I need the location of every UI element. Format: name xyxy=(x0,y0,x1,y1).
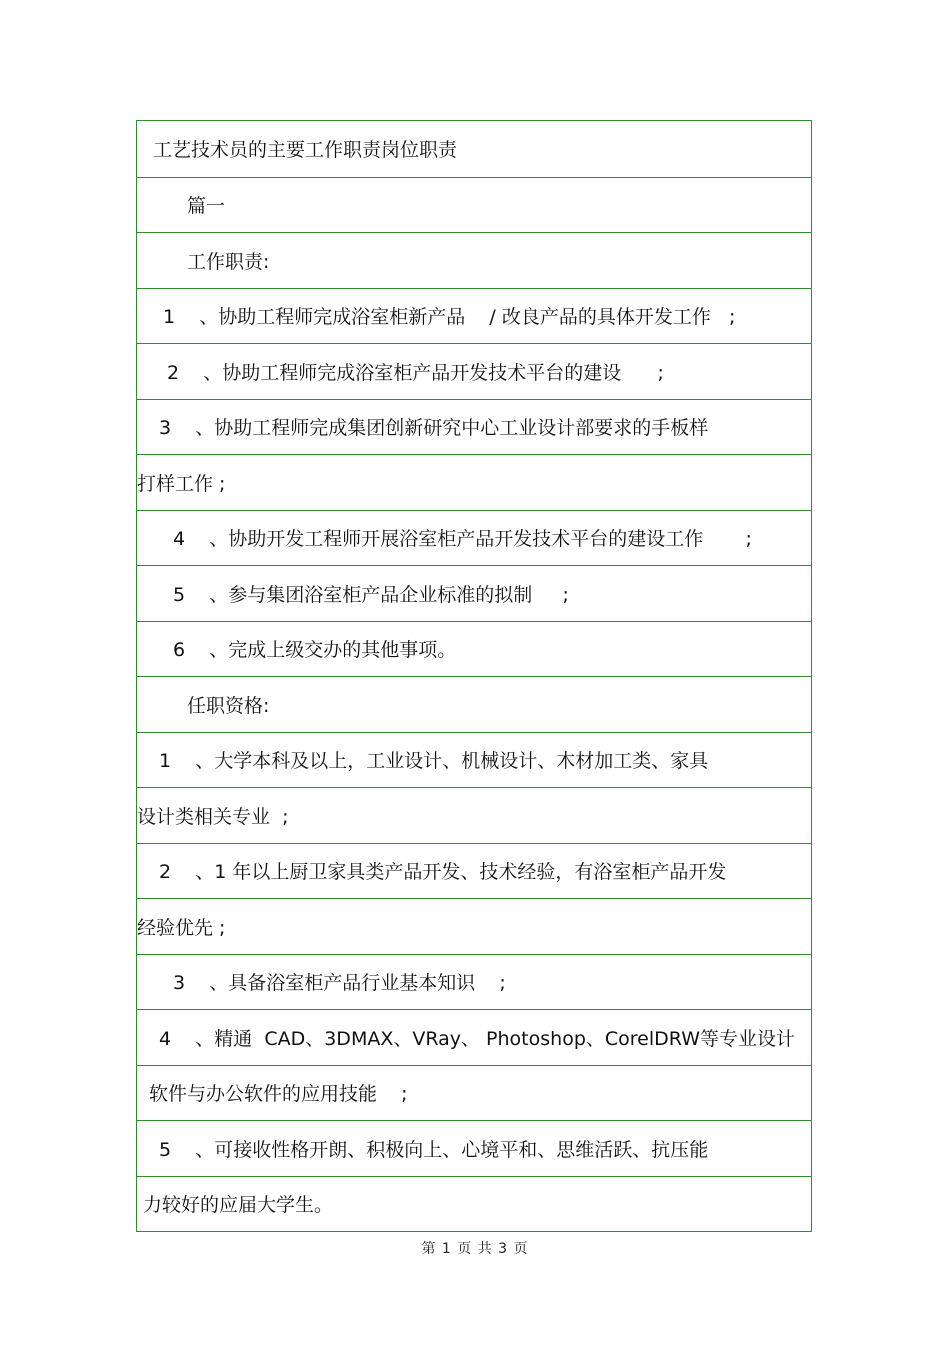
row-text: 5 、可接收性格开朗、积极向上、心境平和、思维活跃、抗压能 xyxy=(159,1138,709,1161)
table-row xyxy=(137,898,811,954)
row-text: 软件与办公软件的应用技能 ; xyxy=(149,1083,408,1106)
row-text: 打样工作 ; xyxy=(137,472,226,495)
row-text: 4 、精通 CAD、3DMAX、VRay、 Photoshop、CorelDRW等专业设计 xyxy=(159,1027,795,1050)
row-text: 设计类相关专业 ; xyxy=(137,805,289,828)
table-row xyxy=(137,454,811,510)
table-row xyxy=(137,954,811,1010)
table-row xyxy=(137,676,811,732)
document-title: 工艺技术员的主要工作职责岗位职责 xyxy=(153,139,458,162)
table-row xyxy=(137,1009,811,1065)
table-row xyxy=(137,621,811,677)
row-text: 任职资格: xyxy=(187,694,270,717)
row-text: 3 、协助工程师完成集团创新研究中心工业设计部要求的手板样 xyxy=(159,417,709,440)
row-text: 经验优先 ; xyxy=(137,916,226,939)
row-text: 2 、1 年以上厨卫家具类产品开发、技术经验，有浴室柜产品开发 xyxy=(159,861,727,884)
table-row xyxy=(137,787,811,843)
table-row xyxy=(137,232,811,288)
row-text: 1 、协助工程师完成浴室柜新产品 / 改良产品的具体开发工作 ; xyxy=(163,306,736,329)
document-table xyxy=(136,120,812,1232)
table-row xyxy=(137,565,811,621)
page-number-footer: 第 1 页 共 3 页 xyxy=(421,1241,529,1257)
row-text: 篇一 xyxy=(187,195,226,218)
table-row xyxy=(137,343,811,399)
row-text: 工作职责: xyxy=(187,250,270,273)
table-row xyxy=(137,843,811,899)
table-row xyxy=(137,288,811,344)
table-row xyxy=(137,1176,811,1232)
table-row xyxy=(137,732,811,788)
row-text: 力较好的应届大学生。 xyxy=(143,1194,334,1217)
table-row xyxy=(137,1065,811,1121)
table-row xyxy=(137,510,811,566)
row-text: 6 、完成上级交办的其他事项。 xyxy=(173,639,457,662)
row-text: 4 、协助开发工程师开展浴室柜产品开发技术平台的建设工作 ; xyxy=(173,528,752,551)
row-text: 5 、参与集团浴室柜产品企业标准的拟制 ; xyxy=(173,583,569,606)
row-text: 3 、具备浴室柜产品行业基本知识 ; xyxy=(173,972,506,995)
table-row xyxy=(137,1120,811,1176)
row-text: 2 、协助工程师完成浴室柜产品开发技术平台的建设 ; xyxy=(167,361,664,384)
document-title-row xyxy=(137,121,811,177)
table-row xyxy=(137,399,811,455)
row-text: 1 、大学本科及以上，工业设计、机械设计、木材加工类、家具 xyxy=(159,750,709,773)
table-row xyxy=(137,177,811,233)
